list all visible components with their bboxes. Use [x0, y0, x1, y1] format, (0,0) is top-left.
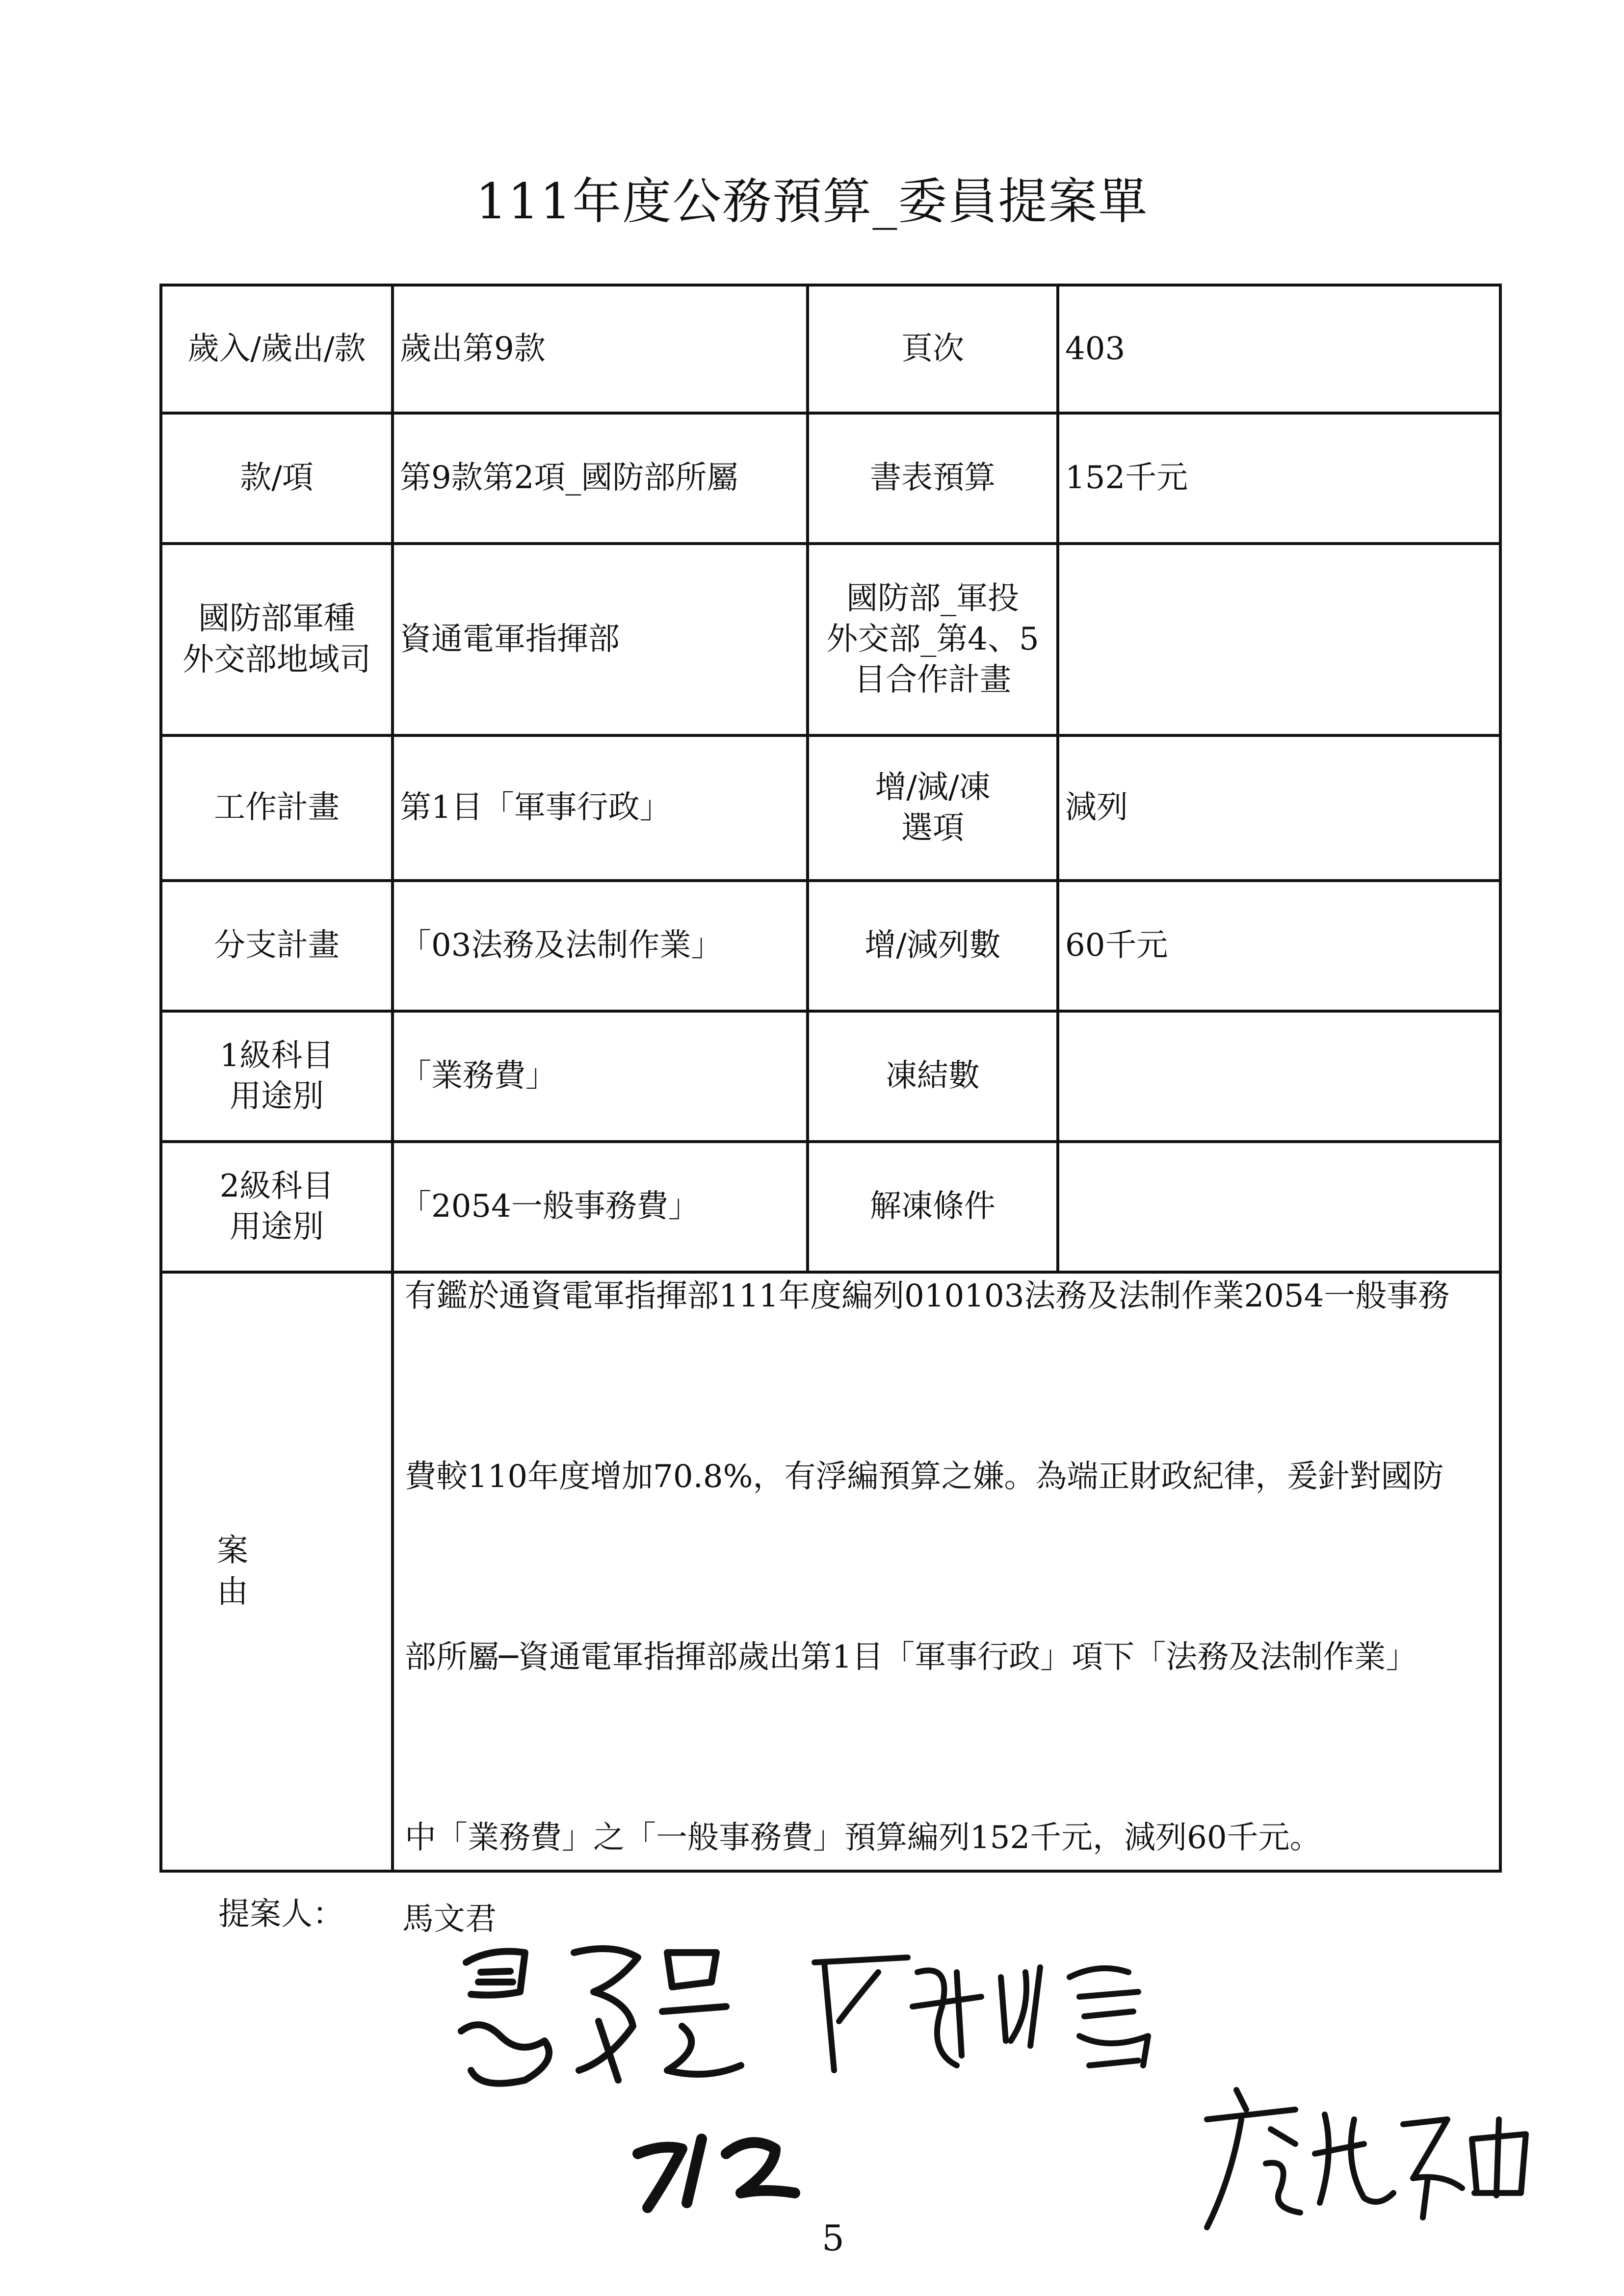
value-branch-plan: 「03法務及法制作業」 — [393, 881, 808, 1011]
value-revenue-expense-account: 歲出第9款 — [393, 285, 808, 413]
label-level2-subject — [161, 1142, 393, 1272]
label-military-branch — [161, 544, 393, 735]
page-number: 5 — [822, 2218, 844, 2259]
signature-1 — [451, 1933, 756, 2110]
form-row-work-plan — [161, 735, 1500, 881]
label-work-plan: 工作計畫 — [161, 735, 393, 881]
label-military-branch-line1: 國防部軍種 — [198, 600, 355, 637]
reason-line-4: 中「業務費」之「一般事務費」預算編列152千元，減列60千元。 — [405, 1819, 1321, 1856]
value-frozen-amount — [1058, 1011, 1500, 1142]
signature-3 — [1197, 2080, 1541, 2237]
handwritten-date — [628, 2119, 805, 2218]
form-row-item — [161, 413, 1500, 544]
label-adjust-option-line2: 選項 — [901, 810, 964, 846]
value-account-item: 第9款第2項_國防部所屬 — [393, 413, 808, 544]
label-unfreeze-condition: 解凍條件 — [808, 1142, 1058, 1272]
value-military-branch: 資通電軍指揮部 — [393, 544, 808, 735]
label-cooperation-plan-line3: 目合作計畫 — [854, 662, 1011, 699]
value-adjust-option: 減列 — [1058, 735, 1500, 881]
label-adjust-option — [808, 735, 1058, 881]
signature-2 — [795, 1943, 1168, 2090]
label-cooperation-plan-line1: 國防部_軍投 — [846, 580, 1019, 617]
form-row-reason — [161, 1272, 1500, 1871]
label-level1-subject-line1: 1級科目 — [219, 1037, 334, 1074]
form-row-level2-subject — [161, 1142, 1500, 1272]
reason-line-1: 有鑑於通資電軍指揮部111年度編列010103法務及法制作業2054一般事務 — [405, 1278, 1450, 1314]
label-account-item: 款/項 — [161, 413, 393, 544]
form-row-branch-plan — [161, 881, 1500, 1011]
proposal-form-table — [159, 284, 1502, 1873]
label-level1-subject — [161, 1011, 393, 1142]
label-branch-plan: 分支計畫 — [161, 881, 393, 1011]
value-work-plan: 第1目「軍事行政」 — [393, 735, 808, 881]
label-level2-subject-line2: 用途別 — [230, 1209, 324, 1245]
label-level1-subject-line2: 用途別 — [230, 1078, 324, 1115]
label-budget-amount: 書表預算 — [808, 413, 1058, 544]
label-cooperation-plan-line2: 外交部_第4、5 — [826, 621, 1039, 657]
label-page-number: 頁次 — [808, 285, 1058, 413]
value-cooperation-plan — [1058, 544, 1500, 735]
value-level1-subject: 「業務費」 — [393, 1011, 808, 1142]
proposer-label: 提案人： — [218, 1896, 344, 1932]
proposer-name: 馬文君 — [402, 1901, 497, 1937]
value-level2-subject: 「2054一般事務費」 — [393, 1142, 808, 1272]
value-page-number: 403 — [1058, 285, 1500, 413]
value-unfreeze-condition — [1058, 1142, 1500, 1272]
label-military-branch-line2: 外交部地域司 — [183, 641, 371, 678]
label-adjust-option-line1: 增/減/凍 — [875, 769, 991, 806]
label-cooperation-plan — [808, 544, 1058, 735]
label-reason: 案由 — [161, 1272, 393, 1871]
label-revenue-expense-account: 歲入/歲出/款 — [161, 285, 393, 413]
document-title: 111年度公務預算_委員提案單 — [475, 173, 1149, 230]
value-budget-amount: 152千元 — [1058, 413, 1500, 544]
form-row-level1-subject — [161, 1011, 1500, 1142]
form-row-unit — [161, 544, 1500, 735]
label-adjust-amount: 增/減列數 — [808, 881, 1058, 1011]
value-adjust-amount: 60千元 — [1058, 881, 1500, 1011]
form-row-account — [161, 285, 1500, 413]
label-level2-subject-line1: 2級科目 — [219, 1168, 334, 1204]
value-reason — [393, 1272, 1500, 1871]
reason-line-3: 部所屬─資通電軍指揮部歲出第1目「軍事行政」項下「法務及法制作業」 — [405, 1639, 1417, 1675]
label-frozen-amount: 凍結數 — [808, 1011, 1058, 1142]
reason-line-2: 費較110年度增加70.8%，有浮編預算之嫌。為端正財政紀律，爰針對國防 — [405, 1458, 1444, 1495]
